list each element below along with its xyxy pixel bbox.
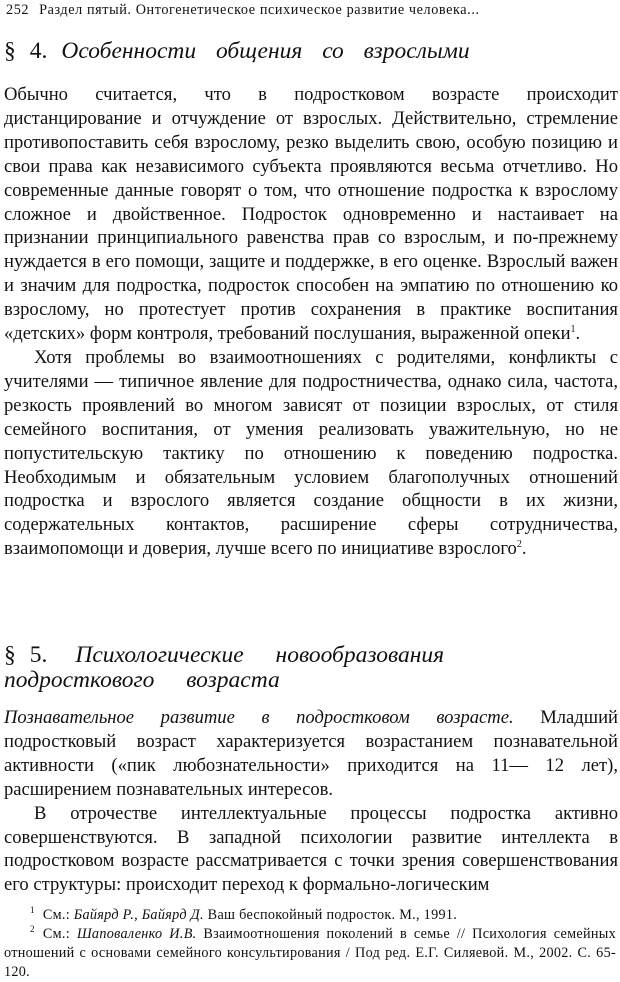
- page-number: 252: [6, 2, 30, 18]
- section-title-line-2: подросткового возраста: [4, 667, 280, 693]
- paragraph-lead: Познавательное развитие в подростковом возрасте.: [4, 707, 514, 728]
- paragraph: [4, 346, 618, 561]
- paragraph: [4, 802, 618, 898]
- section-number: 5.: [29, 642, 48, 668]
- footnotes: [4, 906, 616, 982]
- paragraph-text: Хотя проблемы во взаимоотношениях с родителями, конфликты с учителями — типичное явление для подростничества, однако сила, частота, резкость проявлений во многом зависят от позиции взрослых, от стиля семейного воспитания, от умения реализовать уважительную, но не попустительскую тактику по отношению к поведению подростка. Необходимым и обязательным условием благополучных отношений подростка и взрослого является создание общности в их жизни, содержательных контактов, расширение сферы сотрудничества, взаимопомощи и доверия, лучше всего по инициативе взрослого: [4, 346, 618, 560]
- section-number: 4.: [29, 38, 48, 64]
- section-5-heading-line-2: [4, 665, 280, 695]
- footnote: [4, 906, 616, 925]
- running-header: [6, 0, 618, 20]
- section-title-line-1: Психологические новообразования: [75, 642, 445, 668]
- running-title: Раздел пятый. Онтогенетическое психическое развитие человека...: [39, 2, 480, 18]
- section-title: Особенности общения со взрослыми: [61, 38, 470, 64]
- paragraph-text: Обычно считается, что в подростковом возрасте происходит дистанцирование и отчуждение от взрослых. Действительно, стремление противопоставить себя взрослому, резко выделить свою, особую позицию и свои права как независимого субъекта проявляются весьма отчетливо. Но современные данные говорят о том, что отношение подростка к взрослому сложное и двойственное. Подросток одновременно и настаивает на признании принципиального равенства прав со взрослым, и по-прежнему нуждается в его помощи, защите и поддержке, в его оценке. Взрослый важен и значим для подростка, подросток способен на эмпатию по отношению ко взрослому, но протестует против сохранения в практике воспитания «детских» форм контроля, требований послушания, выраженной опеки: [4, 84, 618, 345]
- paragraph-end: .: [575, 323, 581, 345]
- footnote-mark: 2: [30, 924, 35, 935]
- footnote-ref: 2: [516, 539, 522, 551]
- section-5-body: [4, 706, 618, 897]
- footnote-text: Ваш беспокойный подросток. М., 1991.: [203, 907, 458, 923]
- paragraph: [4, 706, 618, 802]
- section-4-heading: [4, 36, 470, 66]
- footnote-prefix: См.:: [42, 926, 77, 942]
- section-sign: §: [4, 38, 16, 64]
- footnote: [4, 925, 616, 982]
- section-4-body: [4, 83, 618, 561]
- paragraph: [4, 83, 618, 346]
- paragraph-end: .: [521, 538, 527, 560]
- footnote-ref: 1: [570, 323, 576, 335]
- paragraph-text: В отрочестве интеллектуальные процессы подростка активно совершенствуются. В западной психологии развитие интеллекта в подростковом возрасте рассматривается с точки зрения совершенствования его структуры: происходит переход к формально-логическим: [4, 802, 618, 896]
- footnote-authors: Шаповаленко И.В.: [76, 926, 197, 942]
- section-sign: §: [4, 642, 16, 668]
- footnote-text: Взаимоотношения поколений в семье // Психология семейных отношений с основами семейного консультирования / Под ред. Е.Г. Силяевой. М., 2002. С. 65-120.: [4, 926, 616, 980]
- footnote-mark: 1: [30, 905, 35, 916]
- paragraph-text: Младший подростковый возраст характеризуется возрастанием познавательной активности («пик любознательности» приходится на 11— 12 лет), расширением познавательных интересов.: [4, 707, 618, 800]
- footnote-prefix: См.:: [42, 907, 74, 923]
- footnote-authors: Байярд Р., Байярд Д.: [73, 907, 204, 923]
